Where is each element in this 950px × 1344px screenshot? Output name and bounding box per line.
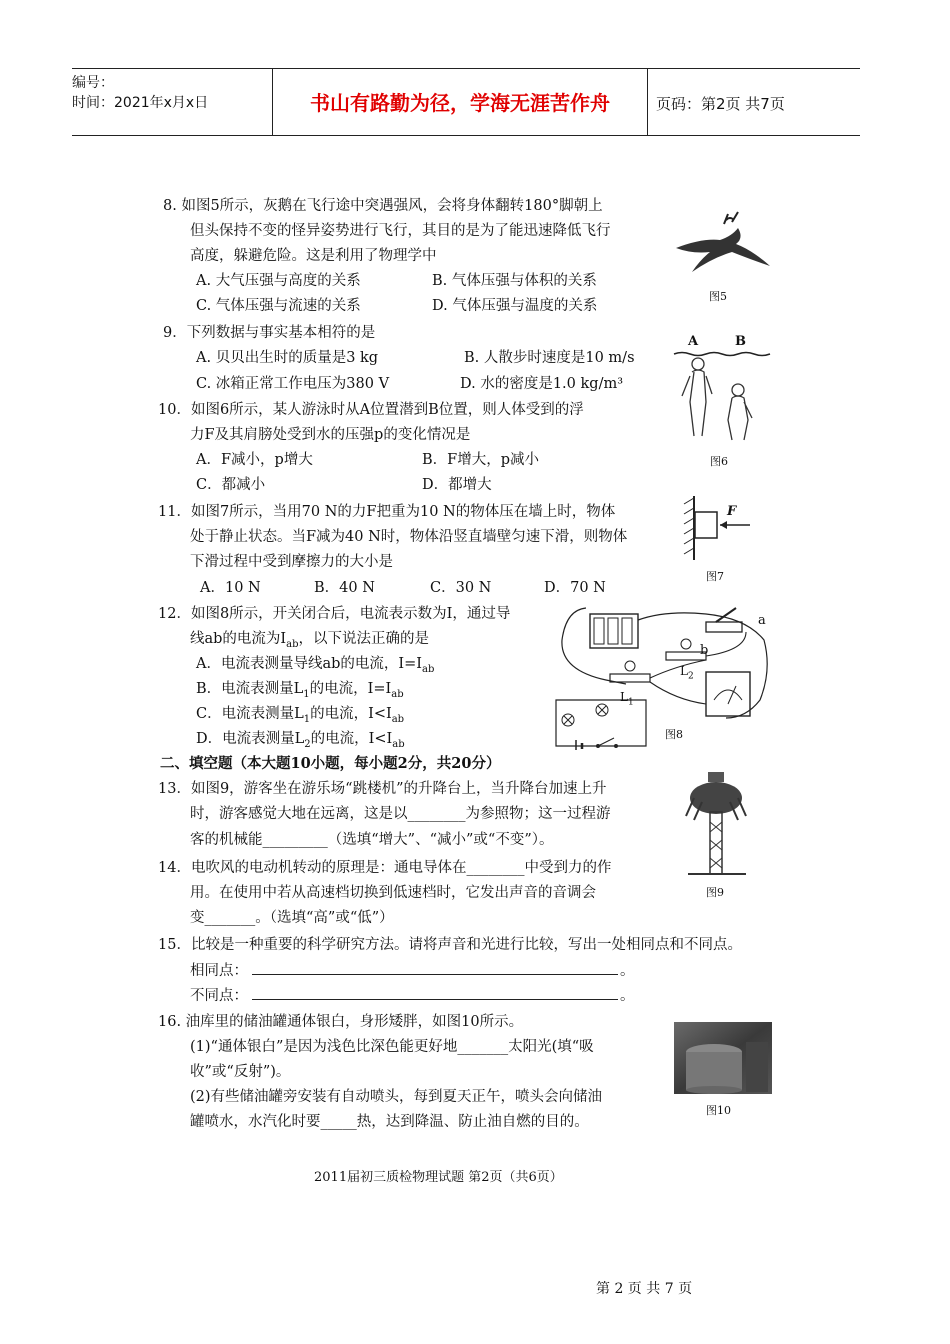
q12-option-a: A．电流表测量导线ab的电流，$I=I_{ab}$	[196, 656, 435, 675]
q8-option-a: A. 大气压强与高度的关系	[196, 273, 361, 289]
q10-option-d: D．都增大	[422, 477, 492, 493]
fig8-label-a: a	[758, 613, 766, 628]
q15-diff-answer-line	[252, 999, 618, 1000]
fig10-caption: 图10	[706, 1104, 731, 1117]
circuit-figure	[546, 600, 772, 750]
number-label: 编号：	[72, 75, 114, 91]
q10-line: 力F及其肩膀处受到水的压强p的变化情况是	[190, 427, 471, 443]
exam-footer: 2011届初三质检物理试题 第2页（共6页）	[314, 1170, 563, 1185]
q11-line: 下滑过程中受到摩擦力的大小是	[190, 554, 393, 570]
q12-line: 线ab的电流为$I_{ab}$，以下说法正确的是	[190, 631, 430, 650]
q12-option-c: C．电流表测量$L_1$的电流，$I<I_{ab}$	[196, 706, 405, 725]
q10-line: 10．如图6所示，某人游泳时从A位置潜到B位置，则人体受到的浮	[158, 402, 584, 418]
q8-line: 但头保持不变的怪异姿势进行飞行，其目的是为了能迅速降低飞行	[190, 223, 611, 239]
q12-option-d: D．电流表测量$L_2$的电流，$I<I_{ab}$	[196, 731, 405, 750]
q16-line: 收”或“反射”)。	[190, 1064, 291, 1080]
q15-line: 15．比较是一种重要的科学研究方法。请将声音和光进行比较，写出一处相同点和不同点。	[158, 937, 742, 953]
q16-line: 16. 油库里的储油罐通体银白，身形矮胖，如图10所示。	[158, 1014, 524, 1030]
q15-diff-end: 。	[620, 988, 635, 1004]
q9-option-c: C. 冰箱正常工作电压为380 V	[196, 376, 390, 392]
q8-option-b: B. 气体压强与体积的关系	[432, 273, 597, 289]
q8-line: 高度，躲避危险。这是利用了物理学中	[190, 248, 437, 264]
q15-same-answer-line	[252, 974, 618, 975]
q11-line: 处于静止状态。当F减为40 N时，物体沿竖直墙壁匀速下滑，则物体	[190, 529, 628, 545]
goose-figure	[672, 210, 772, 280]
q10-option-c: C．都减小	[196, 477, 266, 493]
fig8-label-b: b	[700, 643, 709, 658]
q15-same-end: 。	[620, 963, 635, 979]
q11-option-d: D．70 N	[544, 580, 606, 596]
drop-tower-figure	[684, 768, 750, 878]
q9-option-a: A. 贝贝出生时的质量是3 kg	[196, 350, 379, 366]
oil-tank-photo	[674, 1022, 772, 1094]
fig6-label-a: A	[688, 334, 699, 349]
q11-option-b: B．40 N	[314, 580, 375, 596]
q14-line: 用。在使用中若从高速档切换到低速档时，它发出声音的音调会	[190, 885, 596, 901]
header-motto: 书山有路勤为径，学海无涯苦作舟	[310, 91, 610, 115]
q11-option-c: C．30 N	[430, 580, 492, 596]
header-meta	[72, 69, 272, 139]
fig9-caption: 图9	[706, 886, 724, 899]
document-header	[72, 68, 860, 136]
q10-option-b: B．F增大，p减小	[422, 452, 539, 468]
fig6-label-b: B	[735, 334, 746, 349]
header-page-info: 页码：第2页 共7页	[656, 95, 785, 113]
q8-option-c: C. 气体压强与流速的关系	[196, 298, 361, 314]
fig7-force-label: F	[727, 504, 737, 519]
page-footer: 第 2 页 共 7 页	[596, 1281, 693, 1297]
q9-line: 9．下列数据与事实基本相符的是	[163, 325, 376, 341]
header-divider	[647, 69, 648, 135]
q9-option-d: D. 水的密度是1.0 kg/m³	[460, 376, 624, 392]
q13-line: 13．如图9，游客坐在游乐场“跳楼机”的升降台上，当升降台加速上升	[158, 781, 607, 797]
q15-diff-label: 不同点：	[190, 988, 248, 1004]
fig7-caption: 图7	[706, 570, 724, 583]
time-label: 时间：2021年x月x日	[72, 95, 209, 111]
q12-option-b: B．电流表测量$L_1$的电流，$I=I_{ab}$	[196, 681, 404, 700]
fig8-caption: 图8	[665, 728, 683, 741]
fig8-label-l1: $L_1$	[620, 690, 634, 708]
q8-option-d: D. 气体压强与温度的关系	[432, 298, 598, 314]
q9-option-b: B. 人散步时速度是10 m/s	[464, 350, 635, 366]
fig5-caption: 图5	[709, 290, 727, 303]
q11-line: 11．如图7所示，当用70 N的力F把重为10 N的物体压在墙上时，物体	[158, 504, 616, 520]
swimmer-figure	[672, 350, 772, 442]
fig6-caption: 图6	[710, 455, 728, 468]
section-two-heading: 二、填空题（本大题10小题，每小题2分，共20分）	[160, 755, 501, 772]
q13-line: 客的机械能_________（选填“增大”、“减小”或“不变”）。	[190, 832, 554, 848]
q11-option-a: A．10 N	[200, 580, 261, 596]
wall-block-figure	[680, 494, 762, 564]
q10-option-a: A．F减小，p增大	[196, 452, 313, 468]
q16-line: (2)有些储油罐旁安装有自动喷头，每到夏天正午，喷头会向储油	[190, 1089, 603, 1105]
fig8-label-l2: $L_2$	[680, 664, 694, 682]
q14-line: 变_______。（选填“高”或“低”）	[190, 910, 394, 926]
q12-line: 12．如图8所示，开关闭合后，电流表示数为I，通过导	[158, 606, 511, 622]
q13-line: 时，游客感觉大地在远离，这是以________为参照物；这一过程游	[190, 806, 611, 822]
q8-line: 8. 如图5所示，灰鹅在飞行途中突遇强风，会将身体翻转180°脚朝上	[163, 198, 603, 214]
q16-line: (1)“通体银白”是因为浅色比深色能更好地_______太阳光(填“吸	[190, 1039, 594, 1055]
q16-line: 罐喷水，水汽化时要_____热，达到降温、防止油自燃的目的。	[190, 1114, 589, 1130]
q15-same-label: 相同点：	[190, 963, 248, 979]
q14-line: 14．电吹风的电动机转动的原理是：通电导体在________中受到力的作	[158, 860, 612, 876]
